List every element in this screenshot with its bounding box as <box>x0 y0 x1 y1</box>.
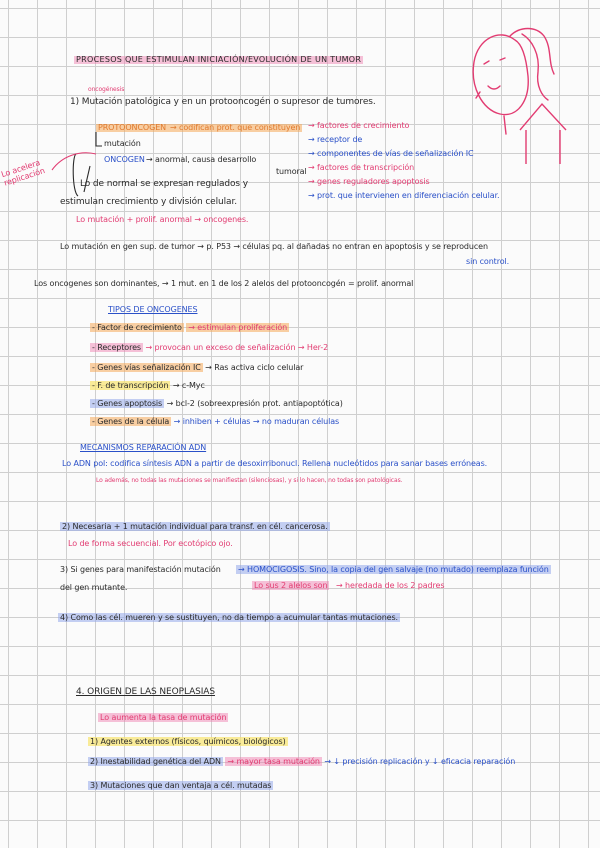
point-2: 2) Necesaria + 1 mutación individual para transf. en cél. cancerosa. <box>62 522 328 531</box>
point-3: 3) Si genes para manifestación mutación <box>60 565 221 574</box>
point-2-sub: Lo de forma secuencial. Por ecotópico ojo. <box>68 539 233 548</box>
mutation-line: Lo mutación + prolif. anormal → oncogenes. <box>76 215 249 224</box>
type-row: - Genes de la célula → inhiben + células → no maduran células <box>92 417 340 426</box>
point-3-d: Lo sus 2 alelos son <box>254 581 328 590</box>
point-3-c: del gen mutante. <box>60 583 128 592</box>
normal-line: Lo de normal se expresan regulados y <box>80 179 249 189</box>
repair-note: Lo además, no todas las mutaciones se manifiestan (silenciosas), y si lo hacen, no todas son patológicas. <box>96 477 403 484</box>
type-row: - F. de transcripción → c-Myc <box>92 381 205 390</box>
type-row: - Genes apoptosis → bcl-2 (sobreexpresión prot. antiapoptótica) <box>92 399 343 408</box>
type-row: - Factor de crecimiento → estimulan proliferación <box>92 323 288 332</box>
type-row: - Receptores → provocan un exceso de señalización → Her-2 <box>92 343 329 352</box>
point-4: 4) Como las cél. mueren y se sustituyen, no da tiempo a acumular tantas mutaciones. <box>60 613 398 622</box>
proto-def: → codifican prot. que constituyen <box>170 123 301 132</box>
origin-3: 3) Mutaciones que dan ventaja a cél. mutadas <box>90 781 272 790</box>
point-3-e: → heredada de los 2 padres <box>336 581 445 590</box>
oncogen-label: ONCOGEN <box>104 155 145 164</box>
proto-list-item: → factores de crecimiento <box>308 121 410 130</box>
suppressor-line-end: sin control. <box>466 257 510 266</box>
repair-title: MECANISMOS REPARACIÓN ADN <box>80 443 207 452</box>
proto-list-item: → factores de transcripción <box>308 163 415 172</box>
suppressor-line: Lo mutación en gen sup. de tumor → p. P53 → células pq. al dañadas no entran en apoptosis y se reproducen <box>60 242 488 251</box>
types-title: TIPOS DE ONCOGENES <box>108 305 198 314</box>
type-row: - Genes vías señalización IC → Ras activa ciclo celular <box>92 363 304 372</box>
oncogen-def: → anormal, causa desarrollo <box>146 155 257 164</box>
origin-2: 2) Inestabilidad genética del ADN → mayor tasa mutación → ↓ precisión replicación y ↓ eficacia reparación <box>90 757 516 766</box>
proto-list-item: → receptor de <box>308 135 363 144</box>
house-doodle-icon <box>520 104 566 164</box>
page-title: PROCESOS QUE ESTIMULAN INICIACIÓN/EVOLUCIÓN DE UN TUMOR <box>76 55 362 64</box>
origin-1: 1) Agentes externos (físicos, químicos, biológicos) <box>90 737 286 746</box>
dominant-line: Los oncogenes son dominantes, → 1 mut. en 1 de los 2 alelos del protooncogén = prolif. anormal <box>34 279 414 288</box>
face-doodle-icon <box>473 29 554 135</box>
proto-list-item: → prot. que intervienen en diferenciación celular. <box>308 191 500 200</box>
section-title: 4. ORIGEN DE LAS NEOPLASIAS <box>76 687 215 697</box>
normal-line-2: estimulan crecimiento y división celular. <box>60 197 237 207</box>
proto-list-item: → genes reguladores apoptosis <box>308 177 430 186</box>
tumoral-label: tumoral <box>276 167 307 176</box>
point-1: 1) Mutación patológica y en un protooncogén o supresor de tumores. <box>70 97 376 107</box>
side-note: Lo acelera replicación <box>0 158 46 188</box>
mutacion-label: mutación <box>104 139 141 148</box>
small-note: oncogénesis <box>88 86 125 93</box>
proto-label: PROTOONCOGEN <box>98 123 167 132</box>
section-sub: Lo aumenta la tasa de mutación <box>100 713 227 722</box>
repair-line: Lo ADN pol: codifica síntesis ADN a partir de desoxirribonucl. Rellena nucleótidos para sanar bases erróneas. <box>62 459 488 468</box>
point-3-b: → HOMOCIGOSIS. Sino, la copia del gen salvaje (no mutado) reemplaza función <box>238 565 549 574</box>
proto-list-item: → componentes de vías de señalización IC <box>308 149 474 158</box>
